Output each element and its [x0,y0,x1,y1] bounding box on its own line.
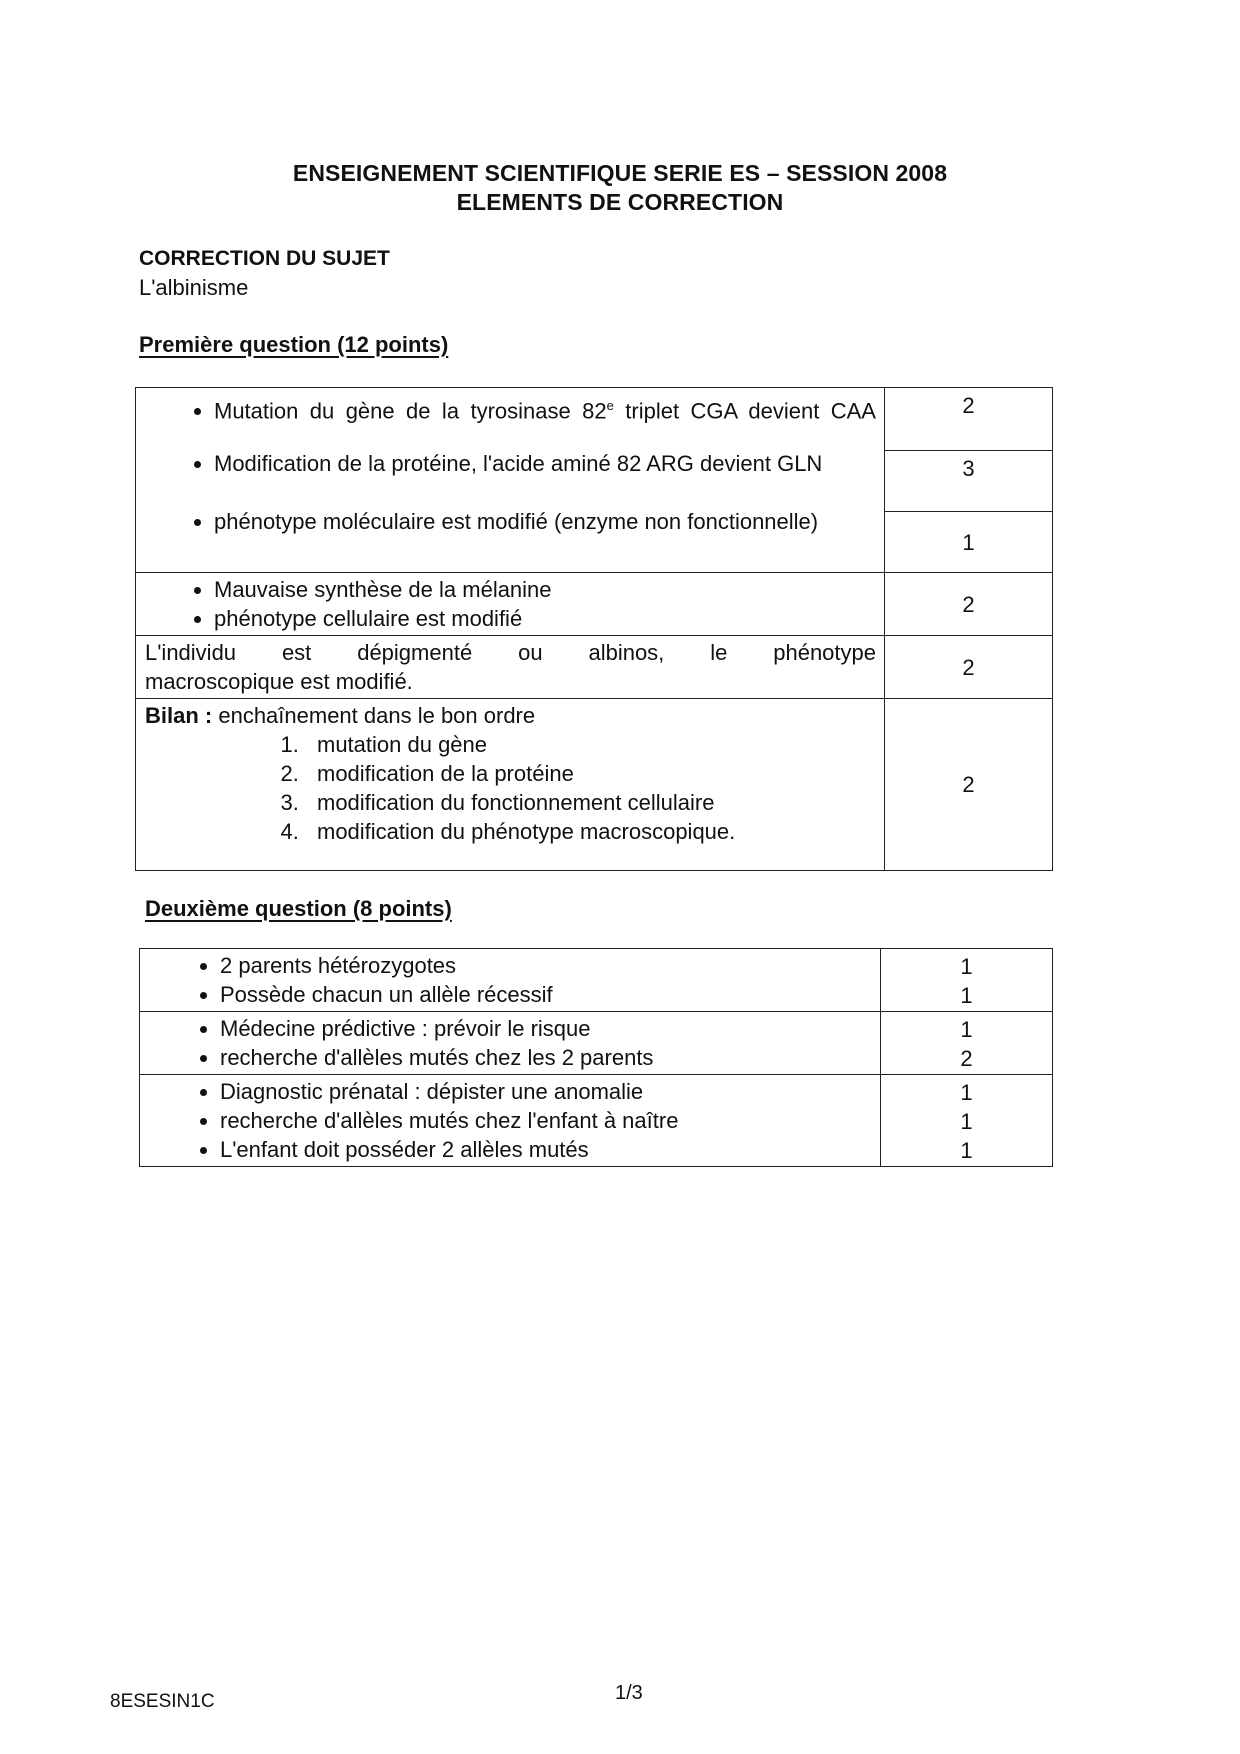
q1-cellular-cell [136,573,885,636]
question-2-table [139,948,1053,1167]
list-item: • recherche d'allèles mutés chez les 2 parents [220,1043,872,1072]
q2-group-3 [140,1075,881,1167]
q1-molecular-cell [136,388,885,573]
list-item: • Diagnostic prénatal : dépister une anomalie [220,1077,872,1106]
points-cell: 1 2 [881,1012,1053,1075]
list-item: • phénotype cellulaire est modifié [214,604,876,633]
points-cell: 1 [885,512,1053,573]
points-cell: 2 [885,573,1053,636]
list-item: • recherche d'allèles mutés chez l'enfant à naître [220,1106,872,1135]
document-subtitle: ELEMENTS DE CORRECTION [456,189,784,215]
subject-title: L'albinisme [139,275,249,300]
list-item: • L'enfant doit posséder 2 allèles mutés [220,1135,872,1164]
q1-bilan-cell: Bilan : enchaînement dans le bon ordre 1. mutation du gène 2. modification de la protéine 3. modification du fonctionnement cellulaire 4. modification du phénotype macroscopique. [136,699,885,871]
list-item: • Possède chacun un allèle récessif [220,980,872,1009]
list-item: • Mutation du gène de la tyrosinase 82e triplet CGA devient CAA [214,391,876,449]
list-item: • Mauvaise synthèse de la mélanine [214,575,876,604]
table-row [140,1075,1053,1167]
q2-group-1 [140,949,881,1012]
question-1-table [135,387,1053,871]
points-cell: 2 [885,636,1053,699]
list-item: • phénotype moléculaire est modifié (enzyme non fonctionnelle) [214,507,876,536]
question-2-title: Deuxième question (8 points) [145,896,452,921]
list-item: • Médecine prédictive : prévoir le risque [220,1014,872,1043]
points-cell: 2 [885,388,1053,451]
table-row [136,388,1053,451]
table-row [136,573,1053,636]
list-item: 3. modification du fonctionnement cellulaire [305,788,876,817]
question-1-title: Première question (12 points) [139,332,449,357]
bilan-steps [145,730,876,846]
list-item: 2. modification de la protéine [305,759,876,788]
document-title: ENSEIGNEMENT SCIENTIFIQUE SERIE ES – SESSION 2008 [292,160,948,186]
q1-macroscopic-cell: L'individu est dépigmenté ou albinos, le phénotype macroscopique est modifié. [136,636,885,699]
points-cell: 1 1 [881,949,1053,1012]
table-row [136,636,1053,699]
list-item: • Modification de la protéine, l'acide aminé 82 ARG devient GLN [214,449,876,507]
bilan-label: Bilan : [145,703,213,728]
points-cell: 2 [885,699,1053,871]
list-item: 4. modification du phénotype macroscopique. [305,817,876,846]
q2-group-2 [140,1012,881,1075]
table-row [136,699,1053,871]
page-number: 1/3 [615,1682,643,1704]
list-item: 1. mutation du gène [305,730,876,759]
section-label: CORRECTION DU SUJET [139,247,390,270]
points-cell: 3 [885,451,1053,512]
points-cell: 1 1 1 [881,1075,1053,1167]
list-item: • 2 parents hétérozygotes [220,951,872,980]
document-code: 8ESESIN1C [110,1691,215,1712]
table-row [140,1012,1053,1075]
table-row [140,949,1053,1012]
